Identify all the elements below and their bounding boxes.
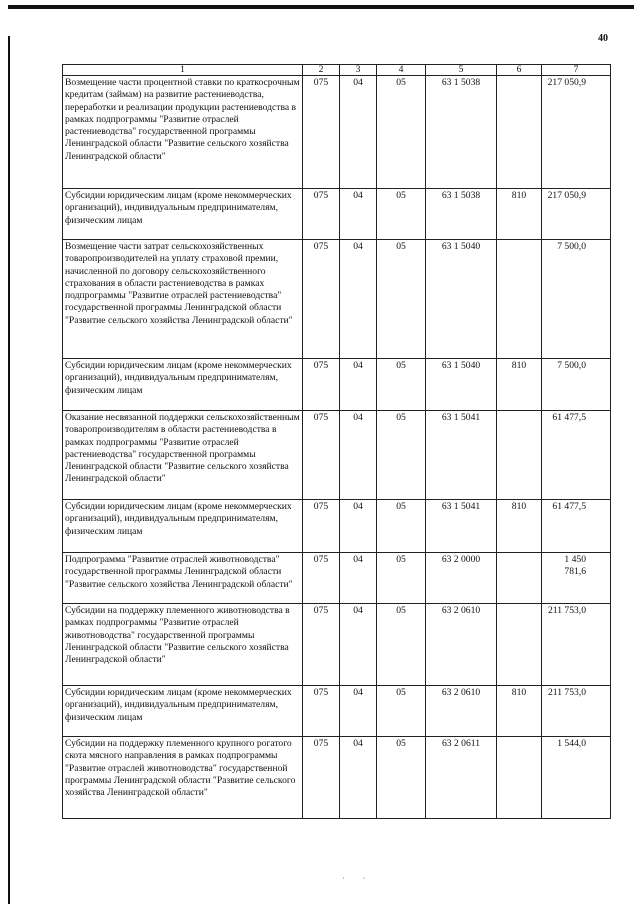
row-expense-type bbox=[497, 553, 542, 604]
row-amount: 1 450 781,6 bbox=[542, 553, 611, 604]
row-section-code: 04 bbox=[340, 240, 377, 359]
row-expense-type: 810 bbox=[497, 500, 542, 553]
row-expense-type bbox=[497, 737, 542, 819]
row-section-code: 04 bbox=[340, 553, 377, 604]
header-col-3: 3 bbox=[340, 65, 377, 76]
row-ministry-code: 075 bbox=[303, 604, 340, 686]
table-row bbox=[63, 604, 611, 686]
row-ministry-code: 075 bbox=[303, 189, 340, 240]
row-section-code: 04 bbox=[340, 76, 377, 189]
table-row bbox=[63, 240, 611, 359]
row-target-code: 63 1 5041 bbox=[426, 500, 497, 553]
row-amount: 217 050,9 bbox=[542, 189, 611, 240]
header-col-7: 7 bbox=[542, 65, 611, 76]
top-border-rule bbox=[8, 5, 634, 9]
page-number: 40 bbox=[598, 33, 608, 44]
row-section-code: 04 bbox=[340, 604, 377, 686]
table-row bbox=[63, 359, 611, 411]
row-description: Субсидии юридическим лицам (кроме некоммерческих организаций), индивидуальным предпринимателям, физическим лицам bbox=[63, 189, 303, 240]
table-row bbox=[63, 189, 611, 240]
row-amount: 7 500,0 bbox=[542, 240, 611, 359]
row-ministry-code: 075 bbox=[303, 500, 340, 553]
row-subsection-code: 05 bbox=[377, 189, 426, 240]
row-expense-type bbox=[497, 411, 542, 500]
row-target-code: 63 2 0610 bbox=[426, 604, 497, 686]
table-row bbox=[63, 686, 611, 737]
row-section-code: 04 bbox=[340, 189, 377, 240]
row-ministry-code: 075 bbox=[303, 411, 340, 500]
row-target-code: 63 1 5038 bbox=[426, 189, 497, 240]
header-col-6: 6 bbox=[497, 65, 542, 76]
header-col-4: 4 bbox=[377, 65, 426, 76]
row-amount: 217 050,9 bbox=[542, 76, 611, 189]
row-expense-type bbox=[497, 604, 542, 686]
row-description: Возмещение части затрат сельскохозяйственных товаропроизводителей на уплату страховой премии, начисленной по договору сельскохозяйственного страхования в области растениеводства в рамках подпрограммы "Развитие отраслей растениеводства" государственной программы Ленинградской области "Развитие сельского хозяйства Ленинградской области" bbox=[63, 240, 303, 359]
row-expense-type bbox=[497, 240, 542, 359]
row-amount: 1 544,0 bbox=[542, 737, 611, 819]
budget-table bbox=[62, 64, 611, 819]
row-expense-type: 810 bbox=[497, 189, 542, 240]
row-target-code: 63 1 5040 bbox=[426, 240, 497, 359]
row-expense-type: 810 bbox=[497, 359, 542, 411]
row-subsection-code: 05 bbox=[377, 500, 426, 553]
row-ministry-code: 075 bbox=[303, 737, 340, 819]
table-row bbox=[63, 500, 611, 553]
row-target-code: 63 2 0610 bbox=[426, 686, 497, 737]
row-subsection-code: 05 bbox=[377, 359, 426, 411]
row-subsection-code: 05 bbox=[377, 76, 426, 189]
row-ministry-code: 075 bbox=[303, 553, 340, 604]
row-description: Субсидии на поддержку племенного животноводства в рамках подпрограммы "Развитие отраслей животноводства" государственной программы Ленинградской области "Развитие сельского хозяйства Ленинградской области" bbox=[63, 604, 303, 686]
row-ministry-code: 075 bbox=[303, 76, 340, 189]
row-amount: 211 753,0 bbox=[542, 604, 611, 686]
row-subsection-code: 05 bbox=[377, 240, 426, 359]
row-description: Субсидии на поддержку племенного крупного рогатого скота мясного направления в рамках подпрограммы "Развитие отраслей животноводства" государственной программы Ленинградской области "Развитие сельского хозяйства Ленинградской области" bbox=[63, 737, 303, 819]
left-border-rule bbox=[8, 36, 10, 904]
row-target-code: 63 1 5038 bbox=[426, 76, 497, 189]
row-subsection-code: 05 bbox=[377, 686, 426, 737]
table-row bbox=[63, 737, 611, 819]
row-section-code: 04 bbox=[340, 500, 377, 553]
header-col-1: 1 bbox=[63, 65, 303, 76]
row-section-code: 04 bbox=[340, 411, 377, 500]
table-row bbox=[63, 411, 611, 500]
row-ministry-code: 075 bbox=[303, 686, 340, 737]
row-description: Возмещение части процентной ставки по краткосрочным кредитам (займам) на развитие растениеводства, переработки и реализации продукции растениеводства в рамках подпрограммы "Развитие отраслей растениеводства" государственной программы Ленинградской области "Развитие сельского хозяйства Ленинградской области" bbox=[63, 76, 303, 189]
header-col-2: 2 bbox=[303, 65, 340, 76]
row-section-code: 04 bbox=[340, 359, 377, 411]
scan-marks: · · bbox=[342, 874, 374, 883]
row-amount: 61 477,5 bbox=[542, 500, 611, 553]
row-description: Подпрограмма "Развитие отраслей животноводства" государственной программы Ленинградской области "Развитие сельского хозяйства Ленинградской области" bbox=[63, 553, 303, 604]
row-amount: 61 477,5 bbox=[542, 411, 611, 500]
row-section-code: 04 bbox=[340, 686, 377, 737]
row-description: Субсидии юридическим лицам (кроме некоммерческих организаций), индивидуальным предпринимателям, физическим лицам bbox=[63, 359, 303, 411]
header-col-5: 5 bbox=[426, 65, 497, 76]
row-section-code: 04 bbox=[340, 737, 377, 819]
row-description: Субсидии юридическим лицам (кроме некоммерческих организаций), индивидуальным предпринимателям, физическим лицам bbox=[63, 686, 303, 737]
row-target-code: 63 1 5041 bbox=[426, 411, 497, 500]
table-row bbox=[63, 553, 611, 604]
row-expense-type: 810 bbox=[497, 686, 542, 737]
row-ministry-code: 075 bbox=[303, 240, 340, 359]
row-amount: 211 753,0 bbox=[542, 686, 611, 737]
row-amount: 7 500,0 bbox=[542, 359, 611, 411]
row-target-code: 63 1 5040 bbox=[426, 359, 497, 411]
row-subsection-code: 05 bbox=[377, 604, 426, 686]
row-target-code: 63 2 0611 bbox=[426, 737, 497, 819]
row-description: Оказание несвязанной поддержки сельскохозяйственным товаропроизводителям в области растениеводства в рамках подпрограммы "Развитие отраслей растениеводства" государственной программы Ленинградской области "Развитие сельского хозяйства Ленинградской области" bbox=[63, 411, 303, 500]
row-expense-type bbox=[497, 76, 542, 189]
row-target-code: 63 2 0000 bbox=[426, 553, 497, 604]
table-header-row bbox=[63, 65, 611, 76]
table-row bbox=[63, 76, 611, 189]
row-ministry-code: 075 bbox=[303, 359, 340, 411]
row-subsection-code: 05 bbox=[377, 553, 426, 604]
row-subsection-code: 05 bbox=[377, 737, 426, 819]
row-subsection-code: 05 bbox=[377, 411, 426, 500]
row-description: Субсидии юридическим лицам (кроме некоммерческих организаций), индивидуальным предпринимателям, физическим лицам bbox=[63, 500, 303, 553]
